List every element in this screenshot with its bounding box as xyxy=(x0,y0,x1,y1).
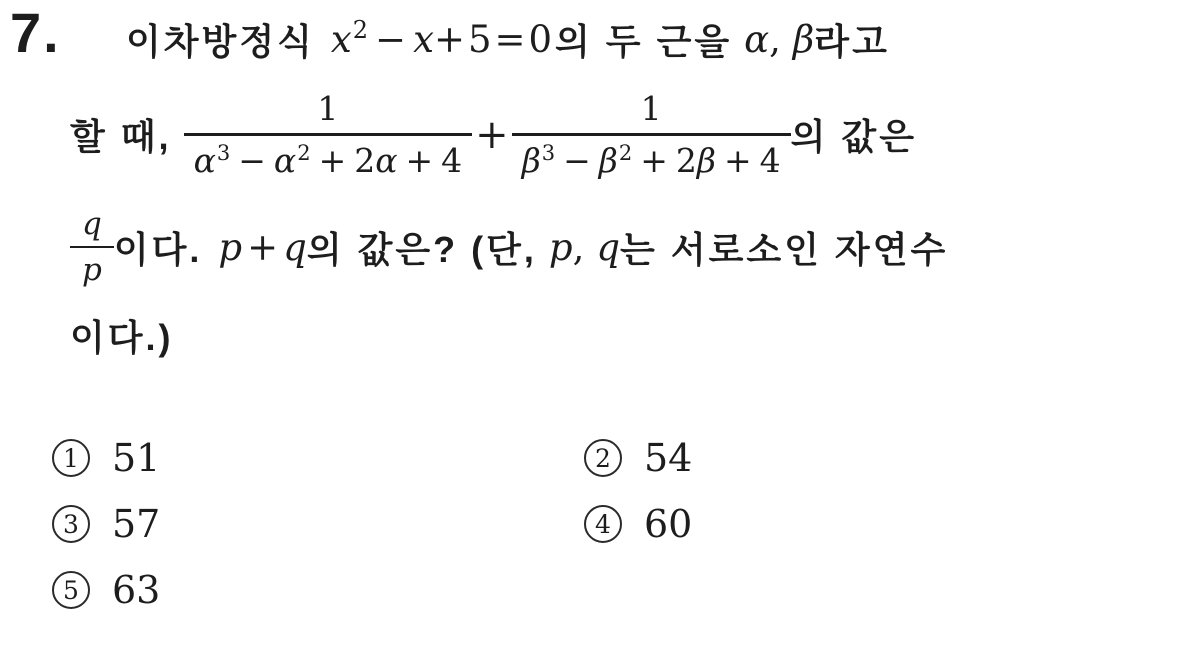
korean-text-ida: 이다. xyxy=(113,228,203,270)
choice-2 xyxy=(584,436,692,480)
math-p-plus-q xyxy=(218,226,306,269)
choice-1-circled-number: 1 xyxy=(52,439,90,477)
math-alpha: α xyxy=(744,18,770,61)
choice-2-value: 54 xyxy=(644,436,693,480)
math-p: p xyxy=(548,225,573,269)
question-line-2 xyxy=(70,89,1185,180)
choice-5-value: 63 xyxy=(112,568,161,612)
math-alpha: α xyxy=(193,141,216,180)
choice-1 xyxy=(52,436,584,480)
math-var-x: x xyxy=(413,18,434,61)
math-comma: , xyxy=(769,18,781,61)
korean-text-value-is: 의 값은 xyxy=(790,116,917,157)
math-exponent-3: 3 xyxy=(216,141,231,165)
korean-text-what-value: 의 값은? (단, xyxy=(306,228,537,270)
math-minus: − xyxy=(238,141,266,180)
math-plus: + xyxy=(723,141,752,180)
question-line-4 xyxy=(70,310,1185,361)
answer-choices xyxy=(52,436,692,612)
math-beta: β xyxy=(598,141,618,180)
choice-5-circled-number: 5 xyxy=(52,571,90,609)
equation-quadratic xyxy=(331,18,555,61)
math-comma: , xyxy=(572,225,585,269)
fraction-beta-denominator xyxy=(512,133,791,180)
math-coeff-2: 2 xyxy=(675,141,697,180)
math-alpha: α xyxy=(375,141,398,180)
choice-5 xyxy=(52,568,584,612)
math-minus: − xyxy=(563,141,591,180)
fraction-p-denominator xyxy=(70,246,114,288)
korean-text-rago: 라고 xyxy=(814,21,890,62)
math-exponent-2: 2 xyxy=(618,141,633,165)
choice-4-circled-number: 4 xyxy=(584,505,622,543)
math-p: p xyxy=(82,252,102,288)
fraction-q-numerator: q xyxy=(82,206,102,242)
fraction-alpha-denominator xyxy=(184,133,473,180)
math-q: q xyxy=(283,225,307,269)
choice-3-value: 57 xyxy=(112,502,161,546)
fraction-alpha xyxy=(184,89,473,180)
math-plus-between-fractions: + xyxy=(475,111,509,158)
math-minus: − xyxy=(375,18,407,61)
korean-text-two-roots: 의 두 근을 xyxy=(555,21,733,62)
korean-text-quadratic: 이차방정식 xyxy=(126,21,315,62)
math-const-4: 4 xyxy=(759,141,781,180)
math-plus: + xyxy=(247,225,279,269)
fraction-beta xyxy=(512,89,791,180)
math-beta: β xyxy=(792,18,815,61)
math-const-4: 4 xyxy=(441,141,463,180)
math-plus: + xyxy=(405,141,434,180)
math-q: q xyxy=(596,225,621,269)
korean-text-coprime-naturals: 는 서로소인 자연수 xyxy=(620,228,949,270)
korean-text-when: 할 때, xyxy=(70,116,172,157)
math-beta: β xyxy=(696,141,716,180)
question-line-3 xyxy=(70,206,1185,288)
math-plus5-eq0: +5=0 xyxy=(433,18,556,61)
math-exponent-2: 2 xyxy=(352,16,369,44)
math-exponent-3: 3 xyxy=(541,141,556,165)
math-var-x: x xyxy=(330,18,352,61)
choice-3-circled-number: 3 xyxy=(52,505,90,543)
choice-4-value: 60 xyxy=(644,502,693,546)
math-plus: + xyxy=(318,141,347,180)
math-alpha: α xyxy=(273,141,297,180)
math-exponent-2: 2 xyxy=(297,141,311,165)
choice-4 xyxy=(584,502,692,546)
question-line-1 xyxy=(70,14,1185,65)
math-coeff-2: 2 xyxy=(354,141,376,180)
math-plus: + xyxy=(640,141,668,180)
fraction-alpha-numerator: 1 xyxy=(317,89,339,128)
choice-3 xyxy=(52,502,584,546)
choice-2-circled-number: 2 xyxy=(584,439,622,477)
question-body xyxy=(70,8,1185,361)
math-beta: β xyxy=(521,141,541,180)
korean-text-ida-close: 이다.) xyxy=(70,317,174,358)
fraction-beta-numerator: 1 xyxy=(640,89,662,128)
choice-1-value: 51 xyxy=(112,436,161,480)
fraction-q-over-p xyxy=(70,206,114,288)
question-number: 7. xyxy=(10,1,61,64)
math-p: p xyxy=(218,225,243,269)
